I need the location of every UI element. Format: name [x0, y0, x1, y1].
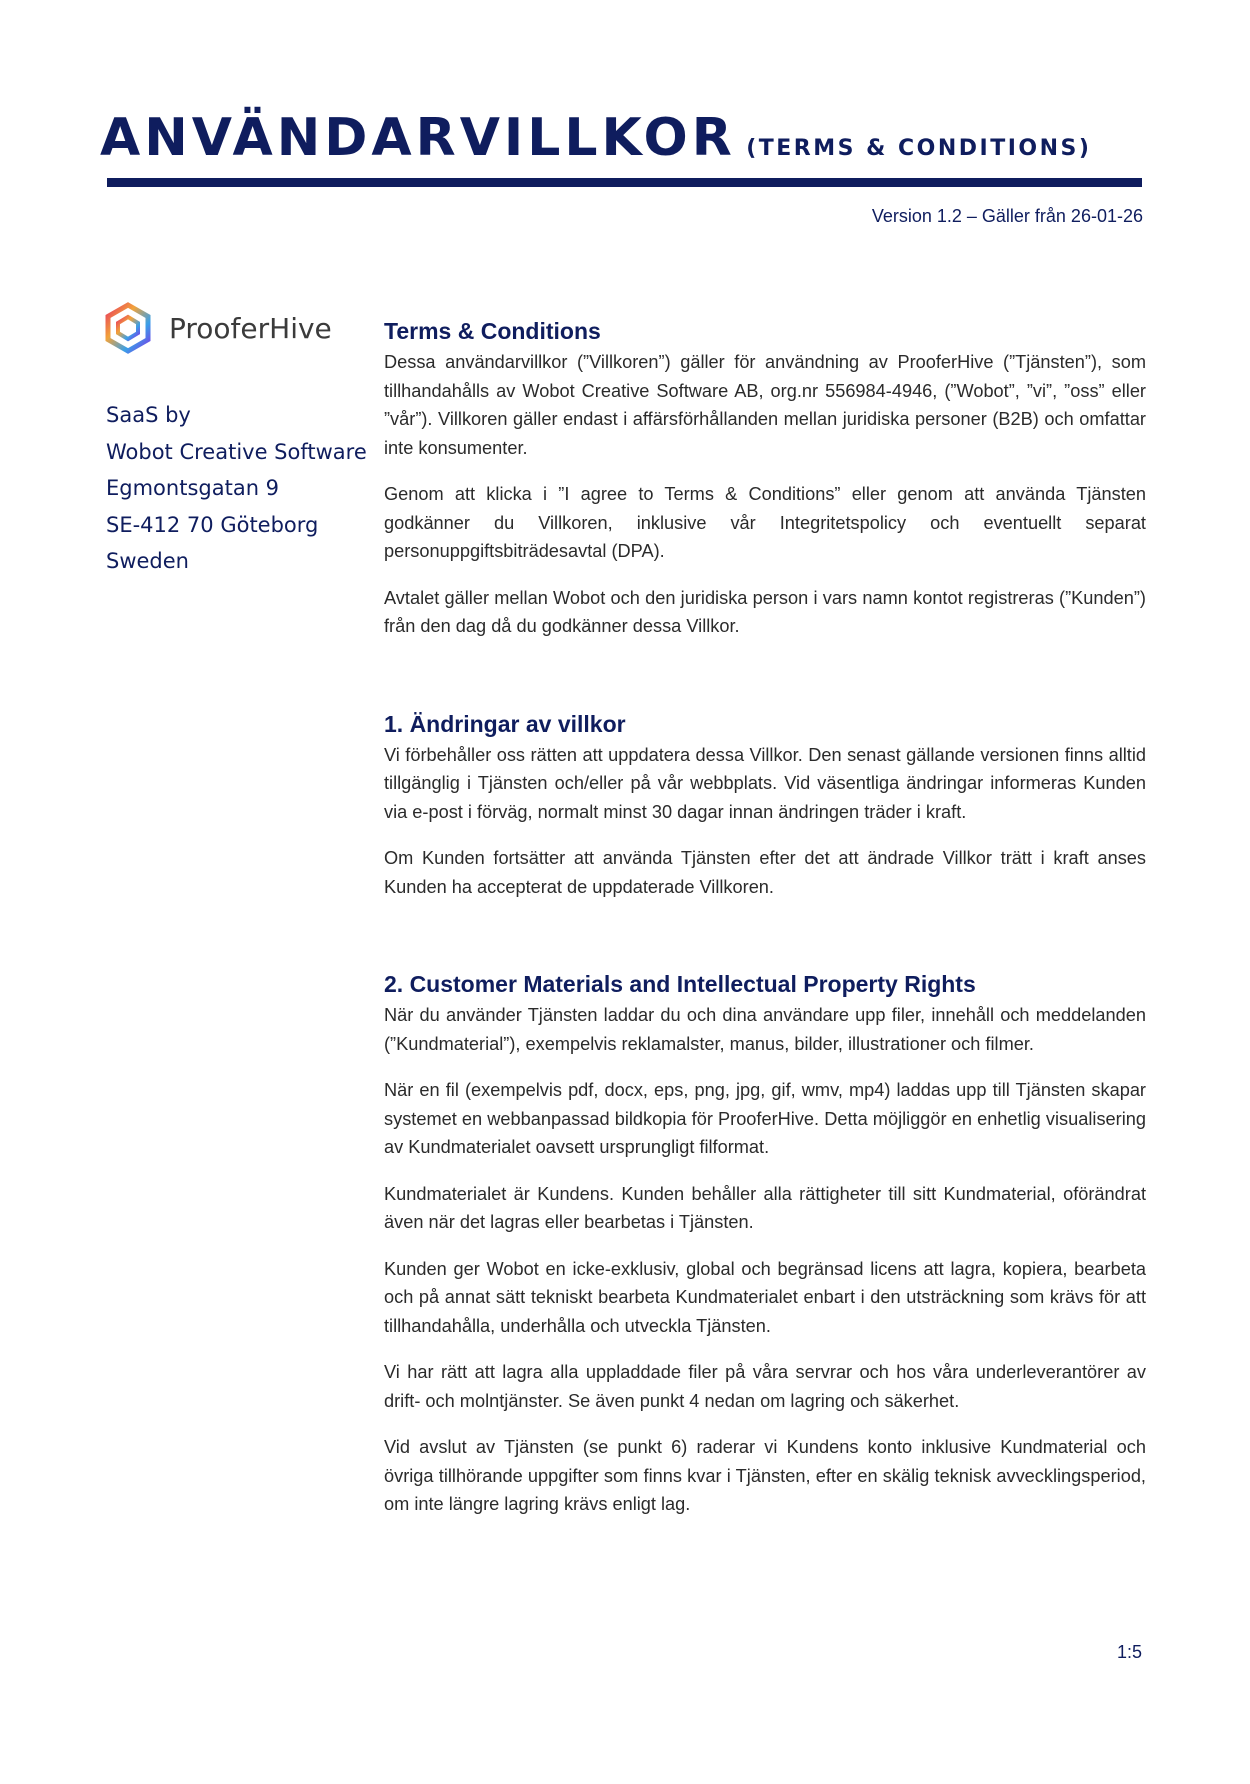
address-line: Egmontsgatan 9 — [106, 476, 280, 500]
title-subtitle: (TERMS & CONDITIONS) — [746, 136, 1092, 161]
address-line: Sweden — [106, 549, 189, 573]
hexagon-logo-icon — [105, 302, 151, 354]
page-number: 1:5 — [1116, 1642, 1142, 1662]
section-2-heading: 2. Customer Materials and Intellectual Property Rights — [384, 971, 976, 997]
paragraph: Kundmaterialet är Kundens. Kunden behåller alla rättigheter till sitt Kundmaterial, oförändrat även när det lagras eller bearbetas i Tjänsten. — [384, 1183, 1146, 1232]
document-title — [100, 108, 1140, 168]
paragraph: Vi förbehåller oss rätten att uppdatera dessa Villkor. Den senast gällande versionen finns alltid tillgänglig i Tjänsten och/eller på vår webbplats. Vid väsentliga ändringar informeras Kunden via e-post i förväg, normalt minst 30 dagar innan ändringen träder i kraft. — [384, 744, 1146, 822]
address-line: SE-412 70 Göteborg — [106, 512, 319, 537]
paragraph: Avtalet gäller mellan Wobot och den juridiska person i vars namn kontot registreras (”Kunden”) från den dag då du godkänner dessa Villkor. — [384, 587, 1146, 636]
main-content — [384, 316, 1146, 1537]
company-address — [106, 397, 367, 580]
section-1-heading: 1. Ändringar av villkor — [384, 710, 626, 737]
paragraph: Kunden ger Wobot en icke-exklusiv, global och begränsad licens att lagra, kopiera, bearbeta och på annat sätt tekniskt bearbeta Kundmaterialet enbart i den utsträckning som krävs för att tillhandahålla, underhålla och utveckla Tjänsten. — [384, 1258, 1146, 1336]
intro-section — [384, 316, 1146, 641]
paragraph: Dessa användarvillkor (”Villkoren”) gäller för användning av ProoferHive (”Tjänsten”), som tillhandahålls av Wobot Creative Software AB, org.nr 556984-4946, (”Wobot”, ”vi”, ”oss” eller ”vår”). Villkoren gäller endast i affärsförhållanden mellan juridiska personer (B2B) och omfattar inte konsumenter. — [384, 352, 1146, 458]
section-2 — [384, 969, 1146, 1519]
document-header — [100, 108, 1140, 168]
section-1 — [384, 709, 1146, 902]
paragraph: När en fil (exempelvis pdf, docx, eps, png, jpg, gif, wmv, mp4) laddas upp till Tjänsten skapar systemet en webbanpassad bildkopia för ProoferHive. Detta möjliggör en enhetlig visualisering av Kundmaterialet oavsett ursprungligt filformat. — [384, 1080, 1146, 1157]
brand-name: ProoferHive — [169, 311, 332, 345]
address-line: Wobot Creative Software — [106, 439, 367, 464]
paragraph: När du använder Tjänsten laddar du och dina användare upp filer, innehåll och meddelanden (”Kundmaterial”), exempelvis reklamalster, manus, bilder, illustrationer och filmer. — [384, 1005, 1146, 1054]
paragraph: Vi har rätt att lagra alla uppladdade filer på våra servrar och hos våra underleverantörer av drift- och molntjänster. Se även punkt 4 nedan om lagring och säkerhet. — [384, 1362, 1146, 1411]
intro-heading: Terms & Conditions — [384, 318, 601, 344]
paragraph: Vid avslut av Tjänsten (se punkt 6) raderar vi Kundens konto inklusive Kundmaterial och övriga tillhörande uppgifter som finns kvar i Tjänsten, efter en skälig teknisk avvecklingsperiod, om inte längre lagring krävs enligt lag. — [384, 1437, 1146, 1514]
header-divider — [107, 178, 1142, 187]
address-line: SaaS by — [106, 403, 191, 427]
title-main: ANVÄNDARVILLKOR — [100, 108, 736, 168]
brand-logo — [105, 302, 332, 354]
paragraph: Genom att klicka i ”I agree to Terms & Conditions” eller genom att använda Tjänsten godkänner du Villkoren, inklusive vår Integritetspolicy och eventuellt separat personuppgiftsbiträdesavtal (DPA). — [384, 484, 1146, 561]
version-info: Version 1.2 – Gäller från 26-01-26 — [871, 206, 1143, 226]
paragraph: Om Kunden fortsätter att använda Tjänsten efter det att ändrade Villkor trätt i kraft anses Kunden ha accepterat de uppdaterade Villkoren. — [384, 848, 1146, 897]
